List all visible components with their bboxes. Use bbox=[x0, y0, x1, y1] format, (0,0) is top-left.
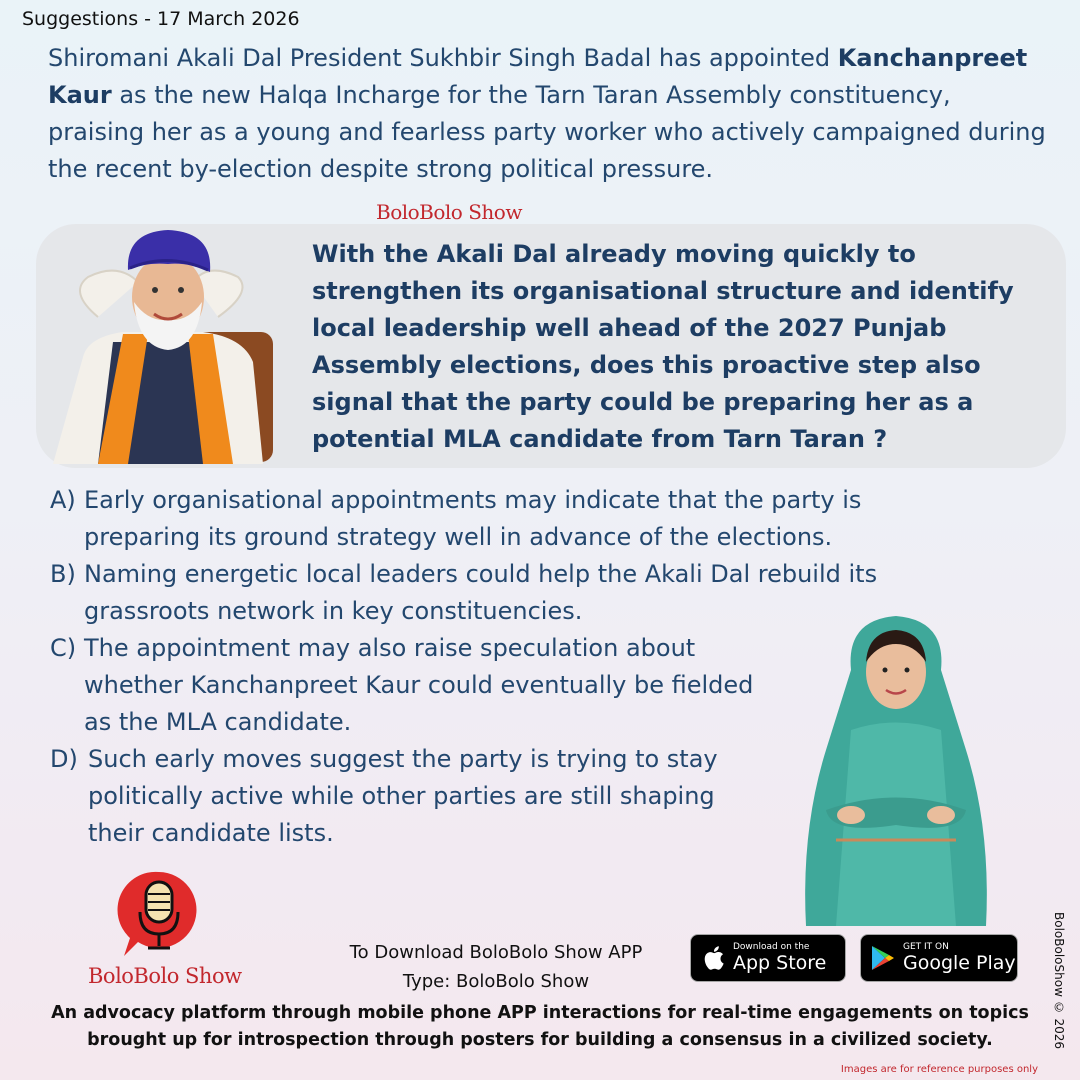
copyright-vertical: BoloBoloShow © 2026 bbox=[1052, 912, 1066, 1050]
option-text: Naming energetic local leaders could help the Akali Dal rebuild its grassroots network in key constituencies. bbox=[84, 560, 878, 625]
microphone-icon bbox=[116, 868, 202, 960]
intro-bold-name: Kanchanpreet Kaur bbox=[48, 44, 1028, 109]
apple-icon bbox=[701, 944, 725, 972]
option-a[interactable] bbox=[50, 482, 950, 556]
intro-paragraph bbox=[48, 40, 1048, 188]
download-line-2: Type: BoloBolo Show bbox=[402, 971, 590, 992]
date-line: Suggestions - 17 March 2026 bbox=[22, 8, 300, 30]
intro-text-after: as the new Halqa Incharge for the Tarn Taran Assembly constituency, praising her as a young and fearless party worker who actively campaigned during the recent by-election despite strong political pressure. bbox=[48, 81, 1046, 183]
brand-logo-text: BoloBolo Show bbox=[88, 964, 242, 988]
google-play-big-text: Google Play bbox=[903, 952, 1016, 974]
option-letter: C) bbox=[50, 634, 77, 662]
man-avatar-illustration bbox=[28, 222, 288, 464]
option-text: Early organisational appointments may indicate that the party is preparing its ground strategy well in advance of the elections. bbox=[84, 486, 862, 551]
google-play-button[interactable] bbox=[860, 934, 1018, 982]
app-store-small-text: Download on the bbox=[733, 942, 810, 952]
woman-avatar-illustration bbox=[796, 610, 996, 926]
intro-text-before: Shiromani Akali Dal President Sukhbir Singh Badal has appointed bbox=[48, 44, 838, 72]
option-letter: D) bbox=[50, 745, 78, 773]
tagline: An advocacy platform through mobile phone APP interactions for real-time engagements on topics brought up for introspection through posters for building a consensus in a civilized society. bbox=[51, 1003, 1029, 1050]
brand-small-label: BoloBolo Show bbox=[376, 200, 522, 224]
app-store-button[interactable] bbox=[690, 934, 846, 982]
google-play-small-text: GET IT ON bbox=[903, 942, 949, 952]
option-letter: B) bbox=[50, 560, 76, 588]
download-line-1: To Download BoloBolo Show APP bbox=[349, 942, 643, 963]
app-store-big-text: App Store bbox=[733, 952, 827, 974]
option-text: The appointment may also raise speculation about whether Kanchanpreet Kaur could eventually be fielded as the MLA candidate. bbox=[84, 634, 754, 736]
google-play-icon bbox=[871, 945, 895, 971]
disclaimer: Images are for reference purposes only bbox=[840, 1064, 1038, 1075]
question-text: With the Akali Dal already moving quickly to strengthen its organisational structure and identify local leadership well ahead of the 2027 Punjab Assembly elections, does this proactive step also signal that the party could be preparing her as a potential MLA candidate from Tarn Taran ? bbox=[312, 240, 1014, 453]
option-text: Such early moves suggest the party is trying to stay politically active while other parties are still shaping their candidate lists. bbox=[88, 745, 718, 847]
option-letter: A) bbox=[50, 486, 76, 514]
download-instructions bbox=[326, 938, 666, 996]
